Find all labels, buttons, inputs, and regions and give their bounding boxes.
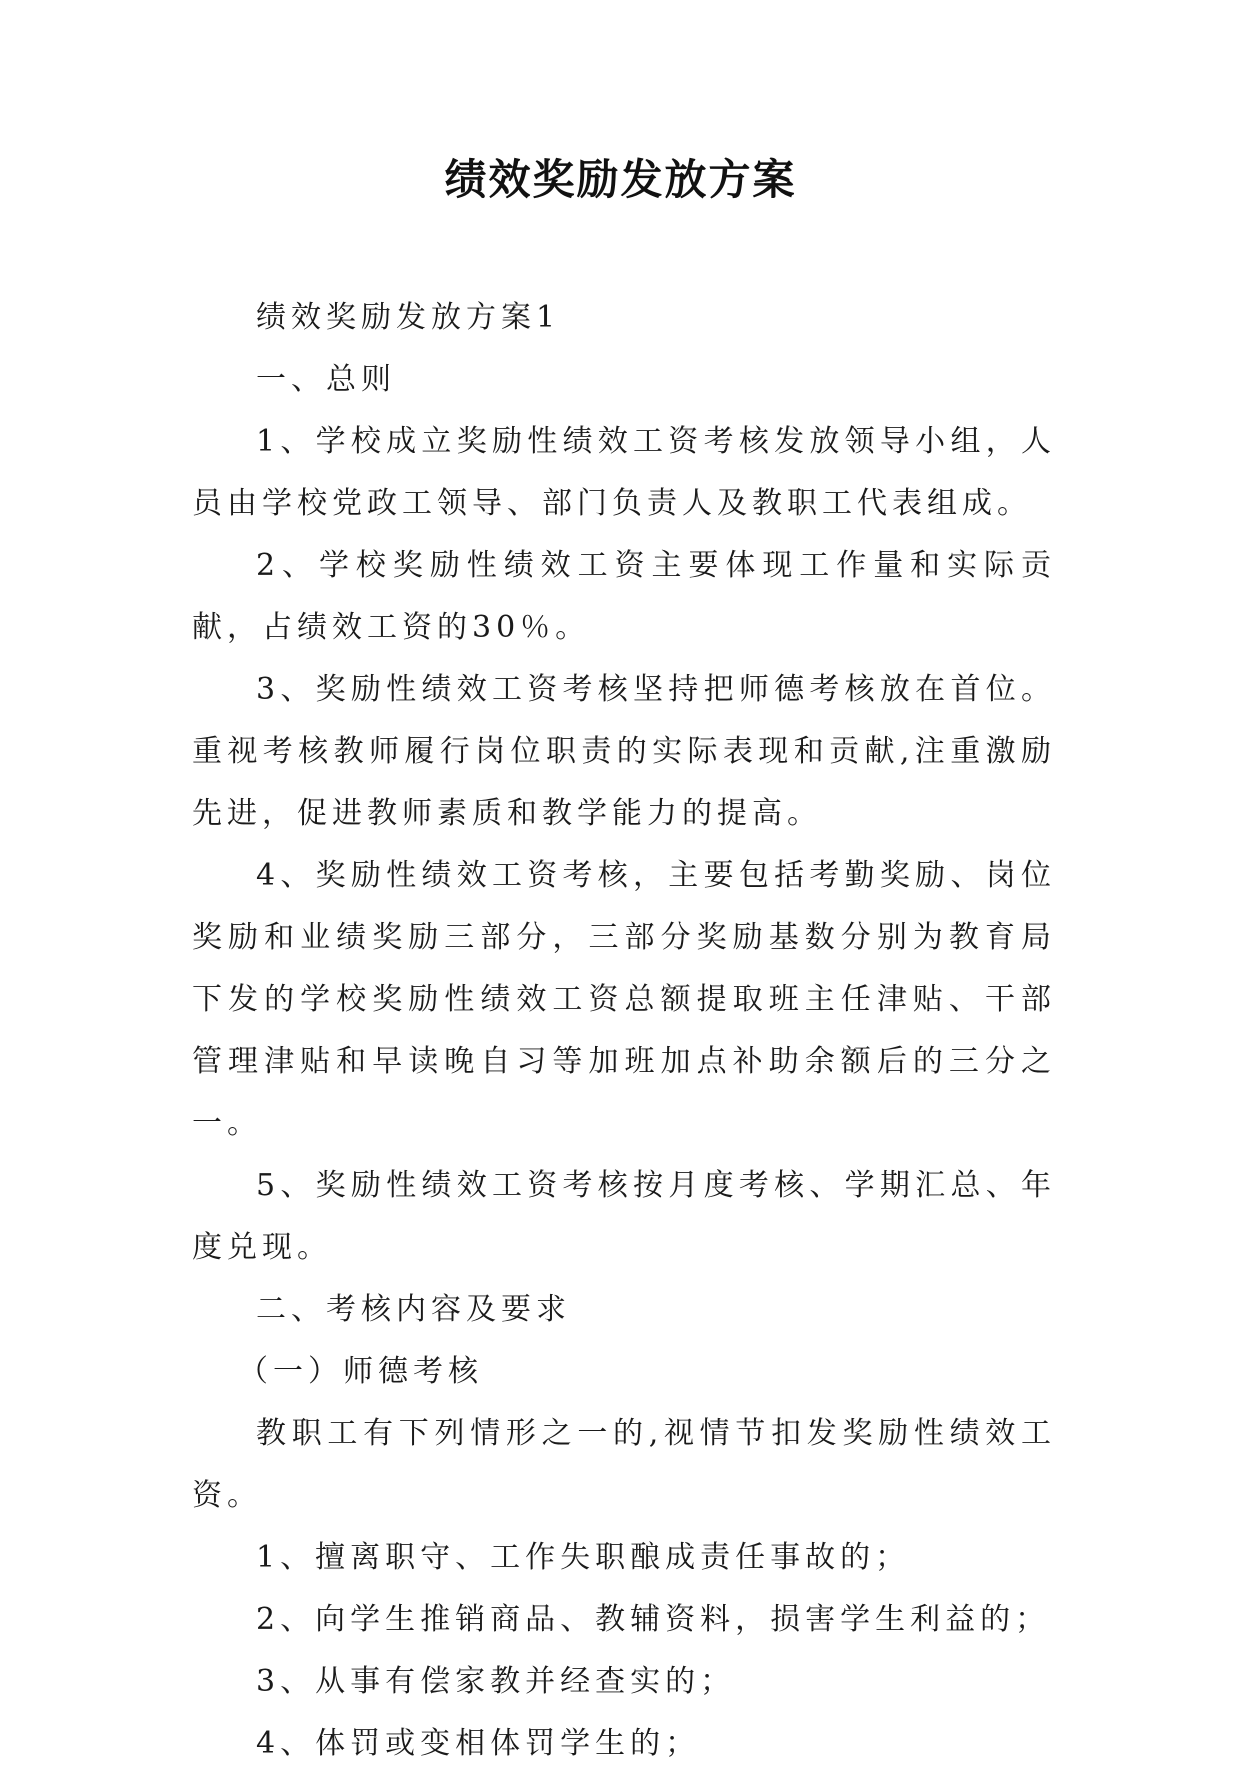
paragraph: 4、奖励性绩效工资考核，主要包括考勤奖励、岗位奖励和业绩奖励三部分，三部分奖励基数分别为教育局下发的学校奖励性绩效工资总额提取班主任津贴、干部管理津贴和早读晚自习等加班加点补助余额后的三分之一。 bbox=[192, 858, 1056, 1141]
list-item: 1、擅离职守、工作失职酿成责任事故的； bbox=[256, 1540, 911, 1575]
paragraph: 5、奖励性绩效工资考核按月度考核、学期汇总、年度兑现。 bbox=[192, 1168, 1056, 1265]
document-title: 绩效奖励发放方案 bbox=[444, 155, 797, 204]
list-item: 3、从事有偿家教并经查实的； bbox=[256, 1664, 736, 1699]
document-body bbox=[192, 287, 1056, 1775]
paragraph: 教职工有下列情形之一的,视情节扣发奖励性绩效工资。 bbox=[192, 1416, 1056, 1513]
section-heading: 二、考核内容及要求 bbox=[256, 1292, 571, 1327]
list-item: 2、向学生推销商品、教辅资料，损害学生利益的； bbox=[256, 1602, 1051, 1637]
paragraph: 1、学校成立奖励性绩效工资考核发放领导小组，人员由学校党政工领导、部门负责人及教职工代表组成。 bbox=[192, 424, 1056, 521]
paragraph: 3、奖励性绩效工资考核坚持把师德考核放在首位。重视考核教师履行岗位职责的实际表现和贡献,注重激励先进，促进教师素质和教学能力的提高。 bbox=[192, 672, 1056, 831]
list-item: 4、体罚或变相体罚学生的； bbox=[256, 1726, 701, 1761]
paragraph: 绩效奖励发放方案1 bbox=[256, 300, 561, 335]
section-heading: 一、总则 bbox=[256, 362, 396, 397]
subsection-heading: （一）师德考核 bbox=[238, 1354, 483, 1389]
paragraph: 2、学校奖励性绩效工资主要体现工作量和实际贡献，占绩效工资的30％。 bbox=[192, 548, 1056, 645]
